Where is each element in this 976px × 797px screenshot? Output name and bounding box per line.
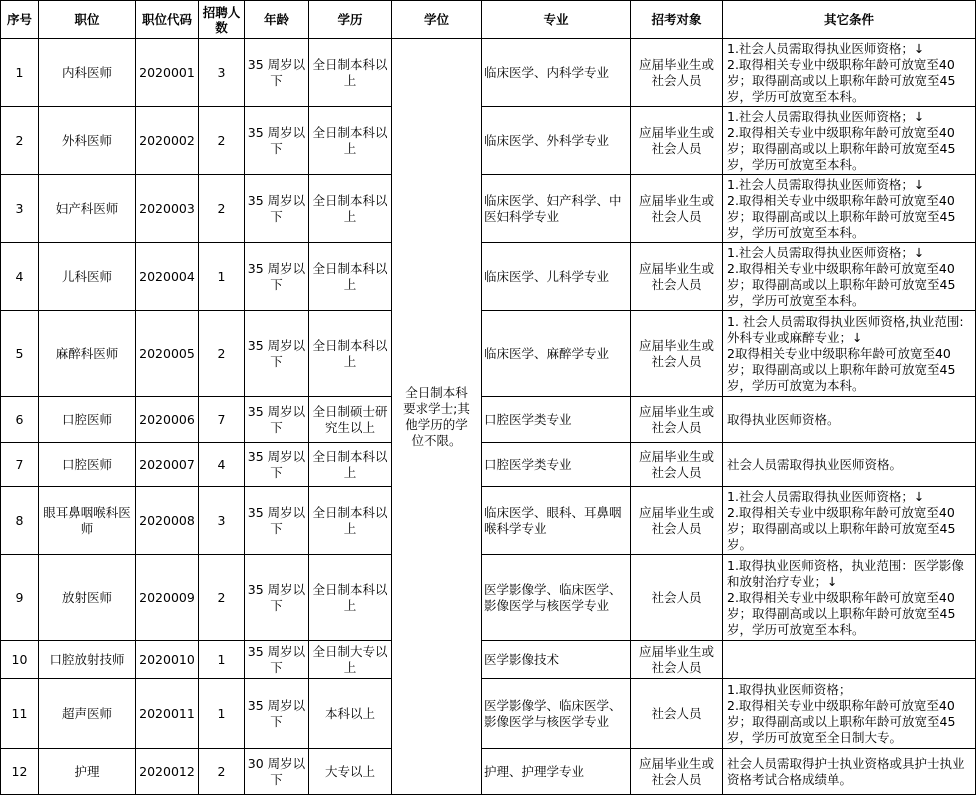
- cell-major: 口腔医学类专业: [482, 443, 631, 487]
- cell-seq: 3: [1, 175, 39, 243]
- cell-count: 2: [199, 175, 245, 243]
- cell-position: 外科医师: [39, 107, 136, 175]
- other-condition-line: 1.社会人员需取得执业医师资格；↓: [727, 176, 925, 192]
- cell-target: 社会人员: [631, 555, 723, 641]
- other-condition-line: 2取得相关专业中级职称年龄可放宽至40岁；取得副高或以上职称年龄可放宽至45岁，学历可放宽为本科。: [727, 345, 956, 393]
- cell-education: 全日制本科以上: [309, 443, 392, 487]
- header-major: 专业: [482, 1, 631, 39]
- cell-education: 本科以上: [309, 679, 392, 749]
- cell-major: 临床医学、眼科、耳鼻咽喉科学专业: [482, 487, 631, 555]
- table-row: [1, 175, 976, 243]
- cell-education: 全日制本科以上: [309, 39, 392, 107]
- cell-count: 7: [199, 397, 245, 443]
- cell-count: 4: [199, 443, 245, 487]
- cell-age: 35 周岁以下: [245, 39, 309, 107]
- other-condition-line: 1.取得执业医师资格，执业范围：医学影像和放射治疗专业；↓: [727, 557, 964, 589]
- cell-major: 临床医学、内科学专业: [482, 39, 631, 107]
- cell-position: 放射医师: [39, 555, 136, 641]
- header-count: 招聘人数: [199, 1, 245, 39]
- cell-target: 应届毕业生或社会人员: [631, 175, 723, 243]
- cell-other: [723, 175, 976, 243]
- cell-code: 2020011: [136, 679, 199, 749]
- cell-other: [723, 243, 976, 311]
- cell-target: 应届毕业生或社会人员: [631, 443, 723, 487]
- other-condition-line: 2.取得相关专业中级职称年龄可放宽至40岁；取得副高或以上职称年龄可放宽至45岁。: [727, 504, 956, 552]
- cell-seq: 2: [1, 107, 39, 175]
- cell-count: 1: [199, 641, 245, 679]
- cell-major: 临床医学、麻醉学专业: [482, 311, 631, 397]
- cell-age: 35 周岁以下: [245, 443, 309, 487]
- cell-count: 1: [199, 243, 245, 311]
- cell-education: 全日制本科以上: [309, 555, 392, 641]
- cell-age: 35 周岁以下: [245, 311, 309, 397]
- cell-count: 2: [199, 107, 245, 175]
- table-row: [1, 749, 976, 795]
- other-condition-line: 2.取得相关专业中级职称年龄可放宽至40岁；取得副高或以上职称年龄可放宽至45岁，学历可放宽至本科。: [727, 56, 956, 104]
- cell-other: [723, 679, 976, 749]
- header-education: 学历: [309, 1, 392, 39]
- header-degree: 学位: [392, 1, 482, 39]
- cell-education: 全日制本科以上: [309, 311, 392, 397]
- cell-other: [723, 311, 976, 397]
- cell-target: 社会人员: [631, 679, 723, 749]
- cell-position: 妇产科医师: [39, 175, 136, 243]
- cell-age: 30 周岁以下: [245, 749, 309, 795]
- cell-count: 2: [199, 555, 245, 641]
- other-condition-line: 1. 社会人员需取得执业医师资格,执业范围: 外科专业或麻醉专业；↓: [727, 313, 964, 345]
- header-target: 招考对象: [631, 1, 723, 39]
- cell-other: [723, 107, 976, 175]
- cell-seq: 9: [1, 555, 39, 641]
- cell-code: 2020007: [136, 443, 199, 487]
- cell-age: 35 周岁以下: [245, 397, 309, 443]
- cell-position: 口腔放射技师: [39, 641, 136, 679]
- cell-seq: 1: [1, 39, 39, 107]
- cell-major: 临床医学、外科学专业: [482, 107, 631, 175]
- cell-position: 超声医师: [39, 679, 136, 749]
- cell-seq: 12: [1, 749, 39, 795]
- cell-code: 2020006: [136, 397, 199, 443]
- cell-count: 3: [199, 487, 245, 555]
- cell-code: 2020005: [136, 311, 199, 397]
- cell-age: 35 周岁以下: [245, 555, 309, 641]
- cell-major: 临床医学、妇产科学、中医妇科学专业: [482, 175, 631, 243]
- cell-target: 应届毕业生或社会人员: [631, 39, 723, 107]
- other-condition-line: 1.取得执业医师资格；: [727, 681, 852, 697]
- table-row: [1, 555, 976, 641]
- cell-code: 2020002: [136, 107, 199, 175]
- cell-other: [723, 397, 976, 443]
- other-condition-line: 2.取得相关专业中级职称年龄可放宽至40岁；取得副高或以上职称年龄可放宽至45岁，学历可放宽至本科。: [727, 192, 956, 240]
- table-row: [1, 679, 976, 749]
- cell-age: 35 周岁以下: [245, 175, 309, 243]
- cell-other: [723, 749, 976, 795]
- header-other: 其它条件: [723, 1, 976, 39]
- cell-other: [723, 487, 976, 555]
- table-row: [1, 641, 976, 679]
- cell-target: 应届毕业生或社会人员: [631, 311, 723, 397]
- cell-target: 应届毕业生或社会人员: [631, 107, 723, 175]
- cell-position: 口腔医师: [39, 443, 136, 487]
- table-row: [1, 311, 976, 397]
- cell-count: 2: [199, 311, 245, 397]
- other-condition-line: 社会人员需取得护士执业资格或具护士执业资格考试合格成绩单。: [727, 755, 965, 787]
- cell-other: [723, 555, 976, 641]
- cell-major: 口腔医学类专业: [482, 397, 631, 443]
- table-body: [1, 39, 976, 795]
- cell-target: 应届毕业生或社会人员: [631, 397, 723, 443]
- cell-education: 全日制本科以上: [309, 487, 392, 555]
- other-condition-line: 1.社会人员需取得执业医师资格；↓: [727, 488, 925, 504]
- cell-position: 眼耳鼻咽喉科医师: [39, 487, 136, 555]
- cell-seq: 10: [1, 641, 39, 679]
- table-row: [1, 243, 976, 311]
- cell-code: 2020004: [136, 243, 199, 311]
- cell-education: 大专以上: [309, 749, 392, 795]
- other-condition-line: 1.社会人员需取得执业医师资格；↓: [727, 244, 925, 260]
- cell-position: 麻醉科医师: [39, 311, 136, 397]
- cell-major: 医学影像学、临床医学、影像医学与核医学专业: [482, 555, 631, 641]
- cell-seq: 11: [1, 679, 39, 749]
- cell-education: 全日制本科以上: [309, 243, 392, 311]
- cell-age: 35 周岁以下: [245, 679, 309, 749]
- cell-count: 2: [199, 749, 245, 795]
- cell-position: 儿科医师: [39, 243, 136, 311]
- cell-seq: 6: [1, 397, 39, 443]
- cell-target: 应届毕业生或社会人员: [631, 641, 723, 679]
- cell-age: 35 周岁以下: [245, 487, 309, 555]
- cell-other: [723, 39, 976, 107]
- cell-other: [723, 443, 976, 487]
- header-position: 职位: [39, 1, 136, 39]
- cell-target: 应届毕业生或社会人员: [631, 487, 723, 555]
- other-condition-line: 2.取得相关专业中级职称年龄可放宽至40岁；取得副高或以上职称年龄可放宽至45岁，学历可放宽至全日制大专。: [727, 697, 956, 745]
- cell-seq: 8: [1, 487, 39, 555]
- cell-position: 内科医师: [39, 39, 136, 107]
- header-age: 年龄: [245, 1, 309, 39]
- cell-other: [723, 641, 976, 679]
- cell-major: 护理、护理学专业: [482, 749, 631, 795]
- cell-major: 医学影像学、临床医学、影像医学与核医学专业: [482, 679, 631, 749]
- header-seq: 序号: [1, 1, 39, 39]
- cell-code: 2020009: [136, 555, 199, 641]
- cell-position: 口腔医师: [39, 397, 136, 443]
- other-condition-line: 2.取得相关专业中级职称年龄可放宽至40岁；取得副高或以上职称年龄可放宽至45岁，学历可放宽至本科。: [727, 260, 956, 308]
- other-condition-line: 1.社会人员需取得执业医师资格；↓: [727, 108, 925, 124]
- table-row: [1, 39, 976, 107]
- cell-count: 1: [199, 679, 245, 749]
- table-row: [1, 487, 976, 555]
- cell-code: 2020010: [136, 641, 199, 679]
- cell-major: 临床医学、儿科学专业: [482, 243, 631, 311]
- header-row: [1, 1, 976, 39]
- table-row: [1, 107, 976, 175]
- other-condition-line: 1.社会人员需取得执业医师资格；↓: [727, 40, 925, 56]
- cell-target: 应届毕业生或社会人员: [631, 243, 723, 311]
- cell-seq: 5: [1, 311, 39, 397]
- cell-count: 3: [199, 39, 245, 107]
- cell-target: 应届毕业生或社会人员: [631, 749, 723, 795]
- cell-age: 35 周岁以下: [245, 641, 309, 679]
- cell-education: 全日制本科以上: [309, 107, 392, 175]
- cell-education: 全日制大专以上: [309, 641, 392, 679]
- other-condition-line: 2.取得相关专业中级职称年龄可放宽至40岁；取得副高或以上职称年龄可放宽至45岁，学历可放宽至本科。: [727, 124, 956, 172]
- table-row: [1, 443, 976, 487]
- other-condition-line: 社会人员需取得执业医师资格。: [727, 456, 903, 472]
- other-condition-line: 2.取得相关专业中级职称年龄可放宽至40岁；取得副高或以上职称年龄可放宽至45岁，学历可放宽至本科。: [727, 589, 956, 637]
- cell-education: 全日制硕士研究生以上: [309, 397, 392, 443]
- cell-major: 医学影像技术: [482, 641, 631, 679]
- cell-position: 护理: [39, 749, 136, 795]
- cell-seq: 7: [1, 443, 39, 487]
- cell-education: 全日制本科以上: [309, 175, 392, 243]
- other-condition-line: 取得执业医师资格。: [727, 411, 840, 427]
- cell-code: 2020001: [136, 39, 199, 107]
- cell-degree-merged: 全日制本科要求学士;其他学历的学位不限。: [392, 39, 482, 795]
- header-code: 职位代码: [136, 1, 199, 39]
- cell-age: 35 周岁以下: [245, 243, 309, 311]
- cell-code: 2020012: [136, 749, 199, 795]
- cell-code: 2020003: [136, 175, 199, 243]
- cell-code: 2020008: [136, 487, 199, 555]
- cell-seq: 4: [1, 243, 39, 311]
- cell-age: 35 周岁以下: [245, 107, 309, 175]
- table-row: [1, 397, 976, 443]
